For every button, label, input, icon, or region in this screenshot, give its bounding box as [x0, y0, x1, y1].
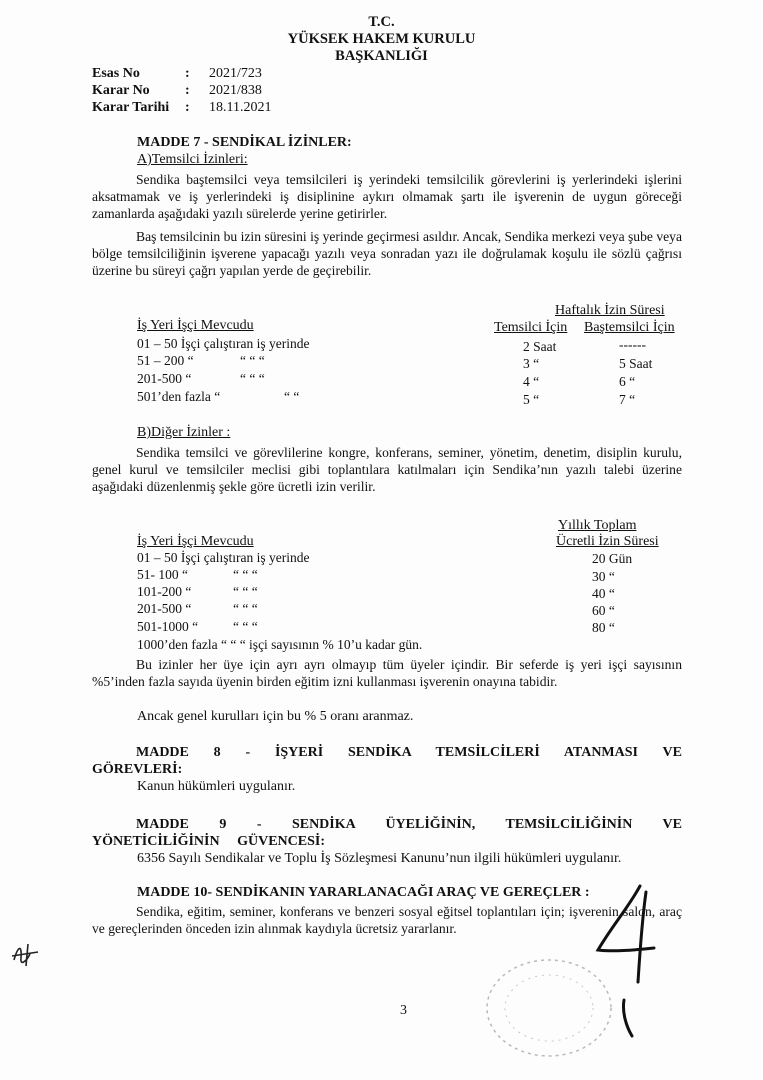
- table-b-row2-ditto: “ “ “: [233, 567, 258, 582]
- meta-date-label: Karar Tarihi: [92, 100, 170, 115]
- table-b-col2: Ücretli İzin Süresi: [556, 534, 659, 549]
- page-number: 3: [400, 1003, 407, 1018]
- table-a-row1-temsilci: 2 Saat: [523, 339, 557, 354]
- madde7-title: MADDE 7 - SENDİKAL İZİNLER:: [137, 135, 352, 150]
- table-a-row1-bas: ------: [619, 337, 646, 352]
- meta-esas-value: 2021/723: [209, 66, 262, 81]
- table-b-row3-ditto: “ “ “: [233, 584, 258, 599]
- header-tc: T.C.: [368, 14, 395, 30]
- meta-karar-value: 2021/838: [209, 83, 262, 98]
- table-a-row3-bas: 6 “: [619, 374, 636, 389]
- madde10-text: Sendika, eğitim, seminer, konferans ve benzeri sosyal eğitsel toplantıları için; işverenin salon, araç ve gereçlerinden önceden izin alınmak kaydıyla ücretsiz yararlanır.: [92, 904, 682, 936]
- table-a-row4-range: 501’den fazla “: [137, 389, 221, 404]
- table-a-row1-range: 01 – 50 İşçi çalıştıran iş yerinde: [137, 336, 310, 351]
- meta-esas-label: Esas No: [92, 66, 140, 81]
- table-a-row3-ditto: “ “ “: [240, 371, 265, 386]
- madde7-paragraph-2: Baş temsilcinin bu izin süresini iş yerinde geçirmesi asıldır. Ancak, Sendika merkezi veya şube veya bölge temsilciliğinin işverene yapacağı yazılı veya sonradan yazı ile doğrulamak koşulu ile sözlü çağrısı üzerine bu süreyi çağrı yapılan yerde de geçirebilir.: [92, 229, 682, 278]
- table-a-row4-temsilci: 5 “: [523, 392, 540, 407]
- table-b-last-row: 1000’den fazla “ “ “ işçi sayısının % 10’u kadar gün.: [137, 637, 423, 652]
- meta-esas-sep: :: [185, 66, 190, 81]
- table-a-row3-range: 201-500 “: [137, 371, 192, 386]
- madde7-paragraph-5: Ancak genel kurulları için bu % 5 oranı aranmaz.: [137, 709, 414, 724]
- table-b-row5-ditto: “ “ “: [233, 619, 258, 634]
- meta-date-value: 18.11.2021: [209, 100, 272, 115]
- table-a-col2: Temsilci İçin: [494, 320, 568, 335]
- table-a-col1: İş Yeri İşçi Mevcudu: [137, 318, 254, 333]
- table-b-row2-range: 51- 100 “: [137, 567, 188, 582]
- table-a-row4-ditto: “ “: [284, 389, 300, 404]
- table-b-row3-range: 101-200 “: [137, 584, 192, 599]
- table-b-row5-range: 501-1000 “: [137, 619, 199, 634]
- madde8-text: Kanun hükümleri uygulanır.: [137, 779, 296, 794]
- table-a-row2-temsilci: 3 “: [523, 356, 540, 371]
- meta-date-sep: :: [185, 100, 190, 115]
- table-b-row4-ditto: “ “ “: [233, 601, 258, 616]
- madde8-title: MADDE 8 - İŞYERİ SENDİKA TEMSİLCİLERİ ATANMASI VE GÖREVLERİ:: [92, 745, 682, 777]
- table-a-row3-temsilci: 4 “: [523, 374, 540, 389]
- table-a-col3: Baştemsilci İçin: [584, 320, 675, 335]
- madde7-paragraph-4: Bu izinler her üye için ayrı ayrı olmayıp tüm üyeler içindir. Bir seferde iş yeri işçi sayısının %5’inden fazla sayıda üyenin birden eğitim izni kullanması işverenin onayına tabidir.: [92, 657, 682, 689]
- header-institution: YÜKSEK HAKEM KURULU: [287, 31, 476, 47]
- table-a-row2-ditto: “ “ “: [240, 353, 265, 368]
- meta-karar-sep: :: [185, 83, 190, 98]
- handwritten-initial-left: [8, 938, 54, 972]
- table-a-header-top: Haftalık İzin Süresi: [555, 303, 665, 318]
- madde7-sub-a: A)Temsilci İzinleri:: [137, 152, 248, 167]
- table-b-row2-value: 30 “: [592, 569, 615, 584]
- madde9-text: 6356 Sayılı Sendikalar ve Toplu İş Sözleşmesi Kanunu’nun ilgili hükümleri uygulanır.: [137, 851, 622, 866]
- madde7-paragraph-3: Sendika temsilci ve görevlilerine kongre, konferans, seminer, yönetim, denetim, disiplin kurulu, genel kurul ve temsilciler meclisi gibi toplantılara katılmaları için Sendika’nın yazılı talebi üzerine aşağıdaki düzenlenmiş şekle göre ücretli izin verilir.: [92, 445, 682, 494]
- table-a-row4-bas: 7 “: [619, 392, 636, 407]
- madde7-paragraph-1: Sendika baştemsilci veya temsilcileri iş yerindeki temsilcilik görevlerini iş yerlerindeki işlerini aksatmamak ve iş yerlerindeki iş disiplinine aykırı olmamak şartı ile işverenin de uygun göreceği zamanlarda aşağıdaki yazılı sürelerde yerine getirirler.: [92, 172, 682, 221]
- table-b-row4-value: 60 “: [592, 603, 615, 618]
- table-b-header-top: Yıllık Toplam: [558, 518, 637, 533]
- table-a-row2-bas: 5 Saat: [619, 356, 653, 371]
- table-b-col1: İş Yeri İşçi Mevcudu: [137, 534, 254, 549]
- table-b-row1-range: 01 – 50 İşçi çalıştıran iş yerinde: [137, 550, 310, 565]
- table-b-row5-value: 80 “: [592, 620, 615, 635]
- table-b-row4-range: 201-500 “: [137, 601, 192, 616]
- madde9-title: MADDE 9 - SENDİKA ÜYELİĞİNİN, TEMSİLCİLİĞİNİN VE YÖNETİCİLİĞİNİN GÜVENCESİ:: [92, 817, 682, 849]
- madde7-sub-b: B)Diğer İzinler :: [137, 425, 231, 440]
- header-office: BAŞKANLIĞI: [335, 48, 428, 64]
- table-b-row1-value: 20 Gün: [592, 551, 633, 566]
- meta-karar-label: Karar No: [92, 83, 150, 98]
- table-b-row3-value: 40 “: [592, 586, 615, 601]
- signature-mark: [588, 880, 678, 1040]
- madde10-title: MADDE 10- SENDİKANIN YARARLANACAĞI ARAÇ VE GEREÇLER :: [137, 885, 590, 900]
- table-a-row2-range: 51 – 200 “: [137, 353, 194, 368]
